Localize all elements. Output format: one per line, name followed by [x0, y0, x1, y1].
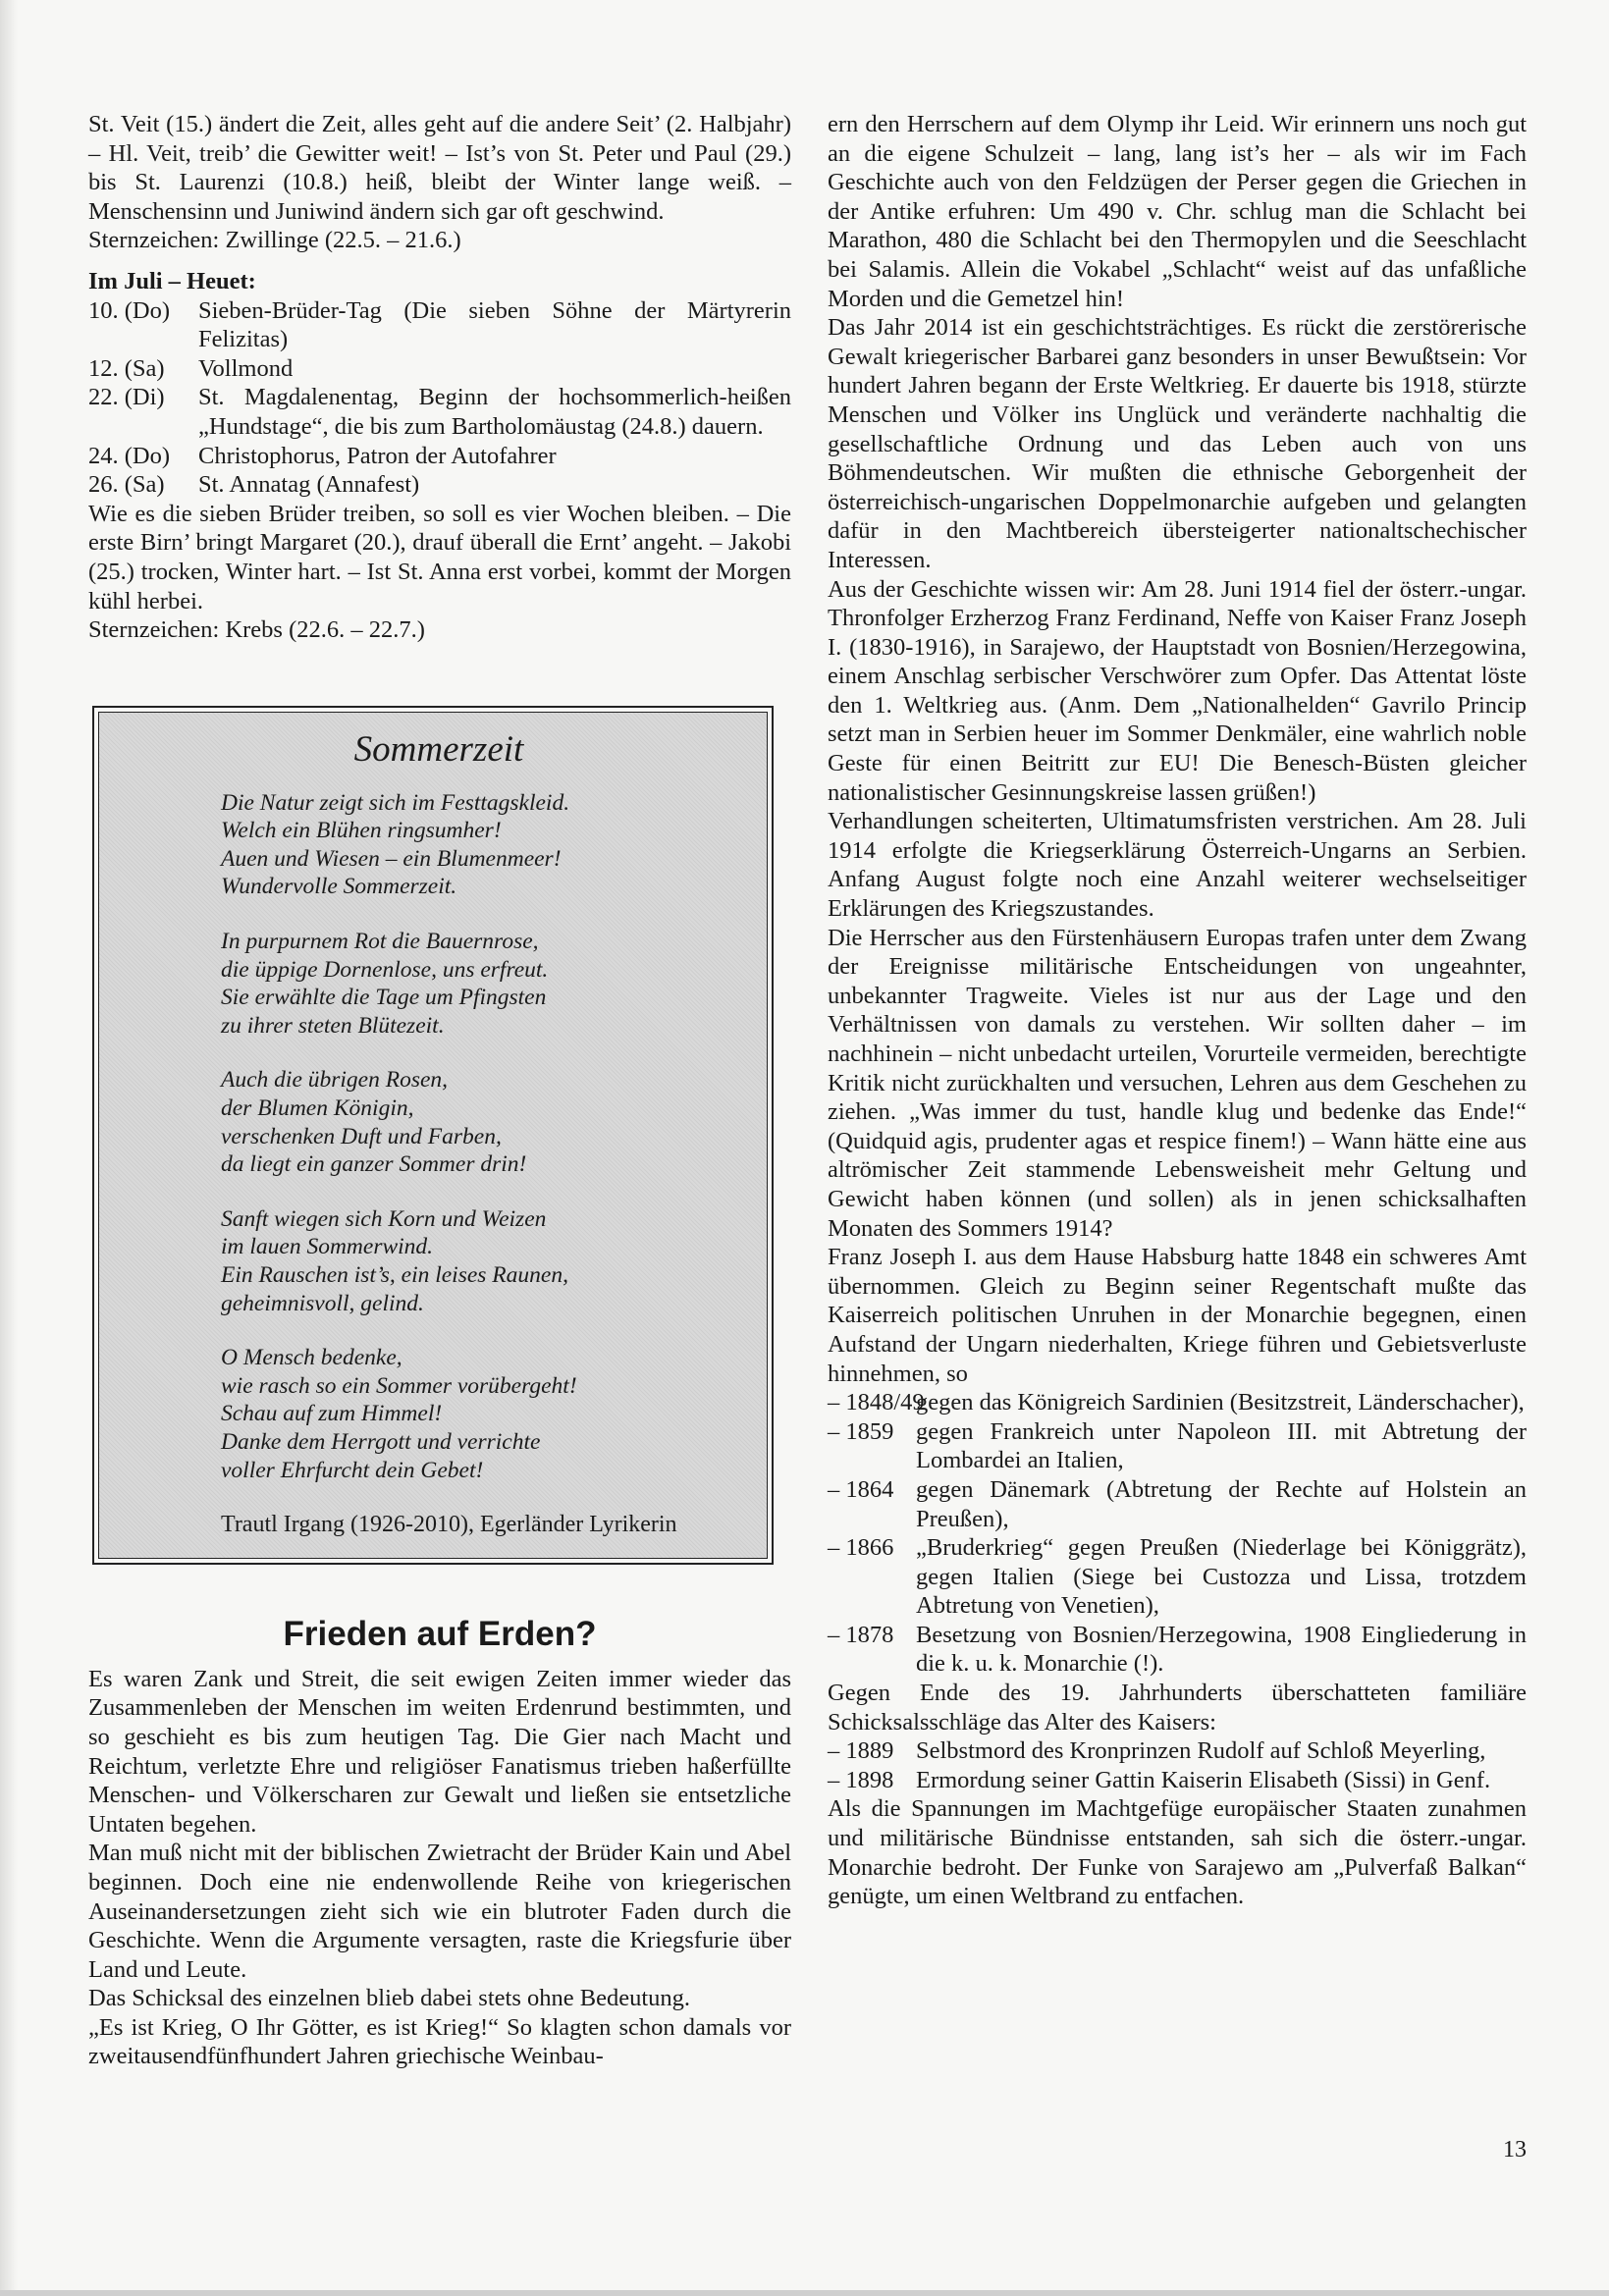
list-text: Besetzung von Bosnien/Herzegowina, 1908 Eingliederung in die k. u. k. Monarchie (!). [916, 1621, 1527, 1678]
list-item [828, 1417, 1527, 1475]
poem-title: Sommerzeit [353, 728, 524, 770]
list-text: gegen Frankreich unter Napoleon III. mit Abtretung der Lombardei an Italien, [916, 1417, 1527, 1474]
article-paragraph: Aus der Geschichte wissen wir: Am 28. Juni 1914 fiel der österr.-ungar. Thronfolger Erzherzog Franz Ferdinand, Neffe von Kaiser Franz Joseph I. (1830-1916), in Sarajewo, der Hauptstadt von Bosnien/Herzegowina, einem Anschlag serbischer Verschwörer zum Opfer. Das Attentat löste den 1. Weltkrieg aus. (Anm. Dem „Nationalhelden“ Gavrilo Princip setzt man in Serbien heuer im Sommer Denkmäler, eine wahrlich noble Geste für einen Beitritt zur EU! Die Benesch-Büsten gleicher nationalistischer Gesinnungskreise lassen grüßen!) [828, 575, 1527, 806]
family-events-list [828, 1736, 1527, 1794]
list-text: gegen das Königreich Sardinien (Besitzstreit, Länderschacher), [916, 1389, 1525, 1416]
poem-line: die üppige Dornenlose, uns erfreut. [221, 956, 549, 983]
poem-line: Danke dem Herrgott und verrichte [221, 1428, 541, 1455]
poem-line: zu ihrer steten Blütezeit. [221, 1012, 445, 1039]
poem-line: Sie erwählte die Tage um Pfingsten [221, 985, 547, 1011]
poem-line: geheimnisvoll, gelind. [221, 1290, 424, 1316]
page-bottom-edge [0, 2290, 1609, 2296]
poem-line: da liegt ein ganzer Sommer drin! [221, 1151, 527, 1178]
july-calendar [88, 296, 791, 500]
poem-line: der Blumen Königin, [221, 1095, 414, 1122]
calendar-text: Sieben-Brüder-Tag (Die sieben Söhne der Märtyrerin Felizitas) [198, 296, 791, 353]
article-paragraph: Das Jahr 2014 ist ein geschichtsträchtiges. Es rückt die zerstörerische Gewalt kriegerischer Barbarei ganz besonders in unser Bewußtsein: Vor hundert Jahren begann der Erste Weltkrieg. Er dauerte bis 1918, stürzte Menschen und Völker ins Unglück und veränderte nachhaltig die gesellschaftliche Ordnung und das Leben auch von uns Böhmendeutschen. Wir mußten die ethnische Geborgenheit der österreichisch-ungarischen Doppelmonarchie aufgeben und gelangten dafür in den Machtbereich übersteigerter nationaltschechischer Interessen. [828, 314, 1527, 573]
list-year: – 1848/49 [828, 1389, 925, 1416]
page-number: 13 [1503, 2137, 1527, 2163]
calendar-text: Christophorus, Patron der Autofahrer [198, 442, 557, 469]
war-list [828, 1388, 1527, 1679]
calendar-text: St. Magdalenentag, Beginn der hochsommerlich-heißen „Hundstage“, die bis zum Bartholomäustag (24.8.) dauern. [198, 384, 791, 440]
poem-line: In purpurnem Rot die Bauernrose, [221, 929, 539, 955]
poem-stanza [99, 1344, 767, 1484]
list-text: gegen Dänemark (Abtretung der Rechte auf Holstein an Preußen), [916, 1475, 1527, 1532]
list-item [828, 1388, 1527, 1417]
poem-line: verschenken Duft und Farben, [221, 1123, 502, 1149]
list-year: – 1864 [828, 1475, 894, 1503]
calendar-date: 24. (Do) [88, 442, 171, 469]
article-paragraph: Gegen Ende des 19. Jahrhunderts überschatteten familiäre Schicksalsschläge das Alter des Kaisers: [828, 1680, 1527, 1735]
article-paragraph: Das Schicksal des einzelnen blieb dabei stets ohne Bedeutung. [88, 1985, 691, 2012]
poem-line: Die Natur zeigt sich im Festtagskleid. [221, 789, 570, 816]
article-paragraph: Man muß nicht mit der biblischen Zwietracht der Brüder Kain und Abel beginnen. Doch eine nie endenwollende Reihe von kriegerischen Auseinandersetzungen zieht sich wie ein blutroter Faden durch die Geschichte. Wenn die Argumente versagten, raste die Kriegsfurie über Land und Leute. [88, 1840, 791, 1983]
article-paragraph: ern den Herrschern auf dem Olymp ihr Leid. Wir erinnern uns noch gut an die eigene Schulzeit – lang, lang ist’s her – als wir im Fach Geschichte auch von den Feldzügen der Perser gegen die Griechen in der Antike erfuhren: Um 490 v. Chr. schlug man die Schlacht bei Marathon, 480 die Schlacht bei den Thermopylen und die Seeschlacht bei Salamis. Allein die Vokabel „Schlacht“ weist auf das unfaßliche Morden und die Gemetzel hin! [828, 111, 1527, 312]
calendar-date: 22. (Di) [88, 384, 165, 411]
july-sayings: Wie es die sieben Brüder treiben, so soll es vier Wochen bleiben. – Die erste Birn’ bringt Margaret (20.), drauf überall die Ernt’ angeht. – Jakobi (25.) trocken, Winter hart. – Ist St. Anna erst vorbei, kommt der Morgen kühl herbei. [88, 500, 791, 614]
poem-stanza [99, 1066, 767, 1178]
list-text: Ermordung seiner Gattin Kaiserin Elisabeth (Sissi) in Genf. [916, 1766, 1491, 1793]
poem-line: Auen und Wiesen – ein Blumenmeer! [221, 845, 562, 872]
list-year: – 1859 [828, 1417, 894, 1445]
calendar-date: 12. (Sa) [88, 354, 165, 382]
poem-stanza [99, 928, 767, 1040]
poem-line: wie rasch so ein Sommer vorübergeht! [221, 1372, 577, 1399]
poem-line: Sanft wiegen sich Korn und Weizen [221, 1205, 547, 1232]
right-column [828, 110, 1527, 1911]
poem-panel [98, 712, 768, 1559]
july-heading: Im Juli – Heuet: [88, 267, 256, 294]
calendar-text: St. Annatag (Annafest) [198, 471, 420, 499]
poem-author: Trautl Irgang (1926-2010), Egerländer Lyrikerin [221, 1512, 677, 1538]
article-paragraph: Franz Joseph I. aus dem Hause Habsburg hatte 1848 ein schweres Amt übernommen. Gleich zu Beginn seiner Regentschaft mußte das Kaiserreich politischen Unruhen in der Monarchie begegnen, einen Aufstand der Ungarn niederhalten, Kriege führen und Gebietsverluste hinnehmen, so [828, 1244, 1527, 1387]
list-year: – 1898 [828, 1766, 894, 1793]
list-year: – 1878 [828, 1621, 894, 1648]
article-paragraph: Verhandlungen scheiterten, Ultimatumsfristen verstrichen. Am 28. Juli 1914 erfolgte die Kriegserklärung Österreich-Ungarns an Serbien. Anfang August folgte noch eine Anzahl weiterer wechselseitiger Erklärungen des Kriegszustandes. [828, 808, 1527, 923]
poem-line: voller Ehrfurcht dein Gebet! [221, 1457, 484, 1483]
list-item [828, 1621, 1527, 1679]
zodiac-july: Sternzeichen: Krebs (22.6. – 22.7.) [88, 616, 425, 644]
list-item [828, 1766, 1527, 1795]
calendar-text: Vollmond [198, 354, 294, 382]
poem-line: im lauen Sommerwind. [221, 1234, 434, 1260]
poem-line: Wundervolle Sommerzeit. [221, 874, 457, 900]
calendar-entry [88, 470, 791, 500]
list-year: – 1866 [828, 1534, 894, 1562]
calendar-entry [88, 296, 791, 354]
page-gutter-shadow [0, 0, 18, 2296]
poem-box [92, 706, 774, 1565]
zodiac-june: Sternzeichen: Zwillinge (22.5. – 21.6.) [88, 227, 461, 254]
list-item [828, 1736, 1527, 1766]
article-title: Frieden auf Erden? [283, 1614, 597, 1653]
article-paragraph: „Es ist Krieg, O Ihr Götter, es ist Krieg!“ So klagten schon damals vor zweitausendfünfhundert Jahren griechische Weinbau- [88, 2013, 791, 2070]
list-year: – 1889 [828, 1737, 894, 1765]
calendar-entry [88, 354, 791, 384]
poem-line: Welch ein Blühen ringsumher! [221, 818, 502, 844]
list-item [828, 1533, 1527, 1621]
article-paragraph: Es waren Zank und Streit, die seit ewigen Zeiten immer wieder das Zusammenleben der Menschen im weiten Erdenrund bestimmten, und so geschieht es bis zum heutigen Tag. Die Gier nach Macht und Reichtum, verletzte Ehre und religiöser Fanatismus trieben haßerfüllte Menschen- und Völkerscharen zur Gewalt und ließen sie entsetzliche Untaten begehen. [88, 1665, 791, 1838]
list-item [828, 1475, 1527, 1533]
left-column [88, 110, 791, 2071]
calendar-date: 10. (Do) [88, 296, 171, 324]
poem-stanza [99, 789, 767, 901]
intro-paragraph: St. Veit (15.) ändert die Zeit, alles geht auf die andere Seit’ (2. Halbjahr) – Hl. Veit, treib’ die Gewitter weit! – Ist’s von St. Peter und Paul (29.) bis St. Laurenzi (10.8.) heiß, bleibt der Winter lange weiß. – Menschensinn und Juniwind ändern sich gar oft geschwind. [88, 111, 791, 225]
calendar-date: 26. (Sa) [88, 471, 165, 499]
poem-line: Schau auf zum Himmel! [221, 1401, 443, 1427]
poem-line: Ein Rauschen ist’s, ein leises Raunen, [221, 1262, 568, 1288]
article-paragraph: Als die Spannungen im Machtgefüge europäischer Staaten zunahmen und militärische Bündnisse entstanden, sah sich die österr.-ungar. Monarchie bedroht. Der Funke von Sarajewo am „Pulverfaß Balkan“ genügte, um einen Weltbrand zu entfachen. [828, 1795, 1527, 1910]
list-text: Selbstmord des Kronprinzen Rudolf auf Schloß Meyerling, [916, 1737, 1486, 1765]
poem-line: Auch die übrigen Rosen, [221, 1067, 449, 1094]
poem-line: O Mensch bedenke, [221, 1345, 402, 1371]
list-text: „Bruderkrieg“ gegen Preußen (Niederlage bei Königgrätz), gegen Italien (Siege bei Custozza und Lissa, trotzdem Abtretung von Venetien), [916, 1534, 1527, 1620]
article-paragraph: Die Herrscher aus den Fürstenhäusern Europas trafen unter dem Zwang der Ereignisse militärische Entscheidungen von ungeahnter, unbekannter Tragweite. Vieles ist nur aus der Lage und den Verhältnissen von damals zu verstehen. Wir sollten daher – im nachhinein – nicht unbedacht urteilen, Vorurteile vermeiden, berechtigte Kritik nicht zurückhalten und versuchen, Lehren aus dem Geschehen zu ziehen. „Was immer du tust, handle klug und bedenke das Ende!“ (Quidquid agis, prudenter agas et respice finem!) – Wann hätte eine aus altrömischer Zeit stammende Lebensweisheit mehr Geltung und Gewicht haben können (und sollen) als in jenen schicksalhaften Monaten des Sommers 1914? [828, 924, 1527, 1242]
poem-stanza [99, 1205, 767, 1317]
calendar-entry [88, 442, 791, 471]
calendar-entry [88, 383, 791, 441]
